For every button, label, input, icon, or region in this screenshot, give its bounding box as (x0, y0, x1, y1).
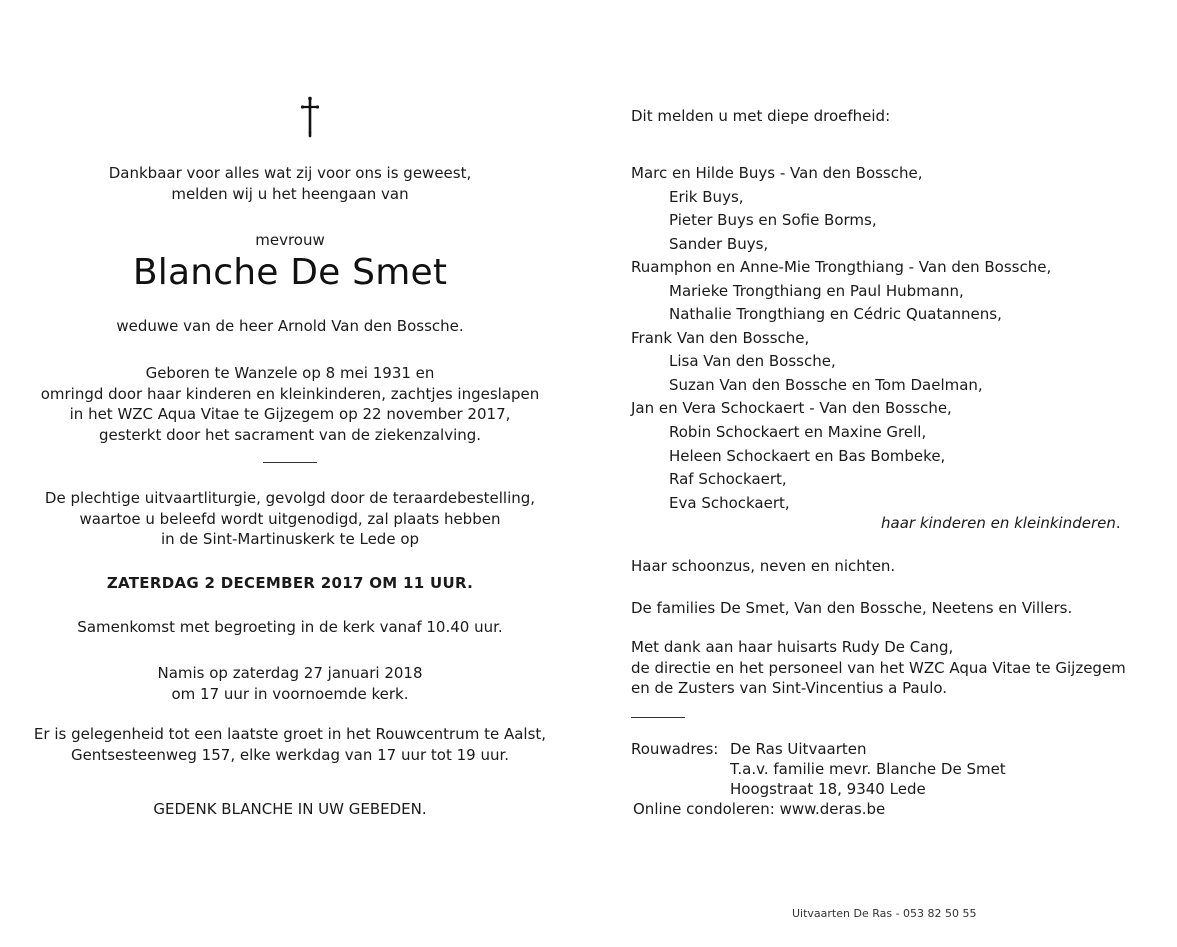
deceased-name: Blanche De Smet (132, 252, 448, 293)
birth-death-text: Geboren te Wanzele op 8 mei 1931 en omringd door haar kinderen en kleinkinderen, zachtjes ingeslapen in het WZC Aqua Vitae te Gijzegem op 22 november 2017, gesterkt door het sacrament van de ziekenzalving. (40, 364, 540, 444)
namis-text: Namis op zaterdag 27 januari 2018 om 17 uur in voornoemde kerk. (157, 664, 423, 703)
family-member: Nathalie Trongthiang en Cédric Quatannens, (669, 305, 1002, 324)
service-text: De plechtige uitvaartliturgie, gevolgd door de teraardebestelling, waartoe u beleefd wordt uitgenodigd, zal plaats hebben in de Sint-Martinuskerk te Lede op (44, 489, 536, 548)
families-text: De families De Smet, Van den Bossche, Neetens en Villers. (631, 599, 1073, 617)
divider-left (263, 462, 317, 463)
family-member: Ruamphon en Anne-Mie Trongthiang - Van den Bossche, (631, 258, 1052, 277)
family-list (631, 162, 1151, 515)
announcement-header: Dit melden u met diepe droefheid: (631, 107, 891, 125)
intro-text: Dankbaar voor alles wat zij voor ons is geweest, melden wij u het heengaan van (108, 164, 472, 203)
title-text: mevrouw (255, 231, 325, 249)
family-member: Sander Buys, (669, 234, 769, 253)
thanks-text: Met dank aan haar huisarts Rudy De Cang, de directie en het personeel van het WZC Aqua Vitae te Gijzegem en de Zusters van Sint-Vincentius a Paulo. (631, 638, 1126, 697)
family-member: Robin Schockaert en Maxine Grell, (669, 423, 927, 442)
family-member: Erik Buys, (669, 187, 744, 206)
family-member: Marc en Hilde Buys - Van den Bossche, (631, 164, 923, 182)
family-member: Frank Van den Bossche, (631, 328, 810, 347)
farewell-text: Er is gelegenheid tot een laatste groet in het Rouwcentrum te Aalst, Gentsesteenweg 157, elke werkdag van 17 uur tot 19 uur. (33, 725, 547, 764)
address-lines: De Ras Uitvaarten T.a.v. familie mevr. Blanche De Smet Hoogstraat 18, 9340 Lede (730, 740, 1006, 798)
family-member: Heleen Schockaert en Bas Bombeke, (669, 446, 946, 465)
family-member: Suzan Van den Bossche en Tom Daelman, (669, 375, 983, 394)
family-member: Eva Schockaert, (669, 493, 790, 512)
closing-text: GEDENK BLANCHE IN UW GEBEDEN. (153, 800, 427, 818)
inlaws-text: Haar schoonzus, neven en nichten. (631, 557, 896, 575)
family-member: Lisa Van den Bossche, (669, 352, 836, 371)
online-condolence: Online condoleren: www.deras.be (633, 800, 886, 818)
address-label: Rouwadres: (631, 740, 719, 758)
widow-text: weduwe van de heer Arnold Van den Bossche. (116, 317, 464, 335)
footer-contact: Uitvaarten De Ras - 053 82 50 55 (792, 907, 977, 920)
family-member: Jan en Vera Schockaert - Van den Bossche, (631, 399, 952, 418)
service-date: ZATERDAG 2 DECEMBER 2017 OM 11 UUR. (106, 574, 474, 592)
family-member: Raf Schockaert, (669, 470, 787, 489)
family-member: Pieter Buys en Sofie Borms, (669, 211, 877, 230)
family-member: Marieke Trongthiang en Paul Hubmann, (669, 281, 964, 300)
cross-icon (295, 96, 325, 140)
gathering-text: Samenkomst met begroeting in de kerk vanaf 10.40 uur. (77, 618, 503, 636)
divider-right (631, 717, 685, 718)
children-caption: haar kinderen en kleinkinderen. (881, 514, 1121, 532)
